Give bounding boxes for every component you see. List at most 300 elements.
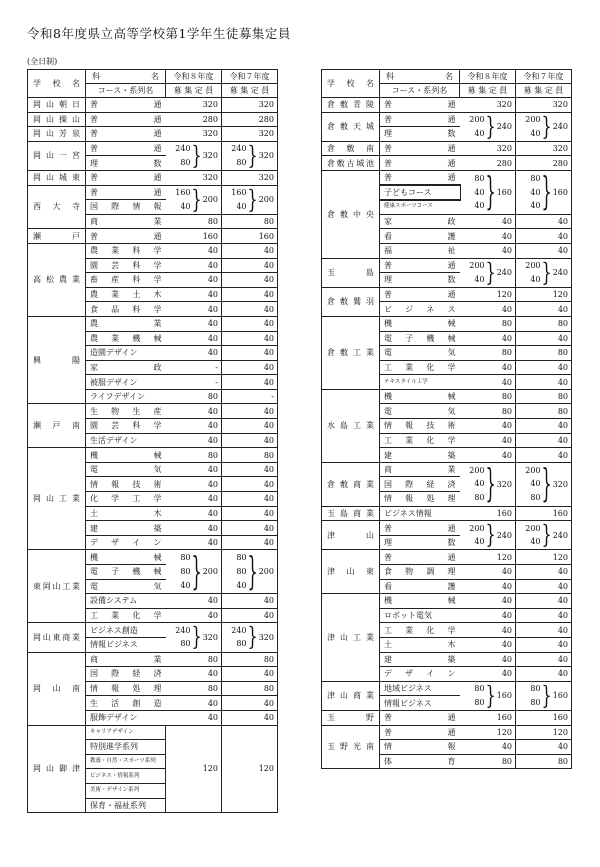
capacity-r8: 40	[460, 652, 516, 667]
school-name: 岡山御津	[28, 725, 86, 813]
brace-icon: }	[247, 185, 258, 215]
capacity-r8-group	[166, 623, 222, 652]
course-name: 機 械	[86, 550, 166, 565]
school-name: 津 山 東	[322, 550, 380, 594]
capacity-r7: 40	[222, 710, 278, 725]
page-title: 令和8年度県立高等学校第1学年生徒募集定員	[27, 26, 291, 41]
course-name: ビジネス・情報系列	[86, 769, 166, 784]
group-value: 200	[469, 465, 485, 475]
capacity-r7: 40	[222, 506, 278, 521]
table-row	[322, 710, 572, 725]
course-name: 農 業 機 械	[86, 331, 166, 346]
capacity-r8: 80	[460, 754, 516, 769]
capacity-r8: 40	[166, 710, 222, 725]
course-name: 普 通	[380, 112, 460, 127]
capacity-r8: 40	[166, 477, 222, 492]
capacity-r7: 320	[222, 127, 278, 142]
table-row	[28, 229, 278, 244]
capacity-r7: 80	[222, 681, 278, 696]
course-name: 農 業 土 木	[86, 287, 166, 302]
group-box	[516, 113, 571, 141]
capacity-r7: 120	[516, 550, 572, 565]
group-value: 80	[474, 684, 485, 694]
capacity-r7: 40	[516, 448, 572, 463]
group-values	[525, 259, 540, 286]
group-value: 40	[474, 537, 485, 547]
capacity-r8: 280	[460, 156, 516, 171]
course-name: 体 育	[380, 754, 460, 769]
group-values	[175, 624, 190, 651]
course-name: 美術・デザイン系列	[86, 783, 166, 798]
group-total: 240	[496, 530, 512, 540]
group-value: 80	[236, 157, 247, 167]
course-name: 電 気	[380, 404, 460, 419]
capacity-r8: 80	[166, 389, 222, 404]
table-row	[28, 448, 278, 463]
capacity-r7: 120	[222, 725, 278, 813]
group-box	[460, 259, 516, 287]
course-name: 電 気	[86, 462, 166, 477]
capacity-r7: 40	[516, 331, 572, 346]
group-box	[516, 682, 571, 710]
table-row	[322, 594, 572, 609]
capacity-r7: 160	[516, 710, 572, 725]
school-name: 岡山朝日	[28, 98, 86, 113]
capacity-r7-group	[222, 141, 278, 170]
capacity-r8: 40	[460, 375, 516, 390]
brace-icon: }	[485, 462, 496, 506]
group-value: 240	[231, 625, 247, 635]
capacity-r7: 40	[516, 229, 572, 244]
capacity-r7: 40	[222, 608, 278, 623]
right-capacity-table	[321, 69, 572, 769]
table-row	[322, 462, 572, 477]
brace-icon: }	[485, 681, 496, 711]
table-row	[322, 258, 572, 273]
group-values	[236, 551, 246, 592]
school-name: 興 陽	[28, 316, 86, 404]
capacity-r8: 40	[166, 667, 222, 682]
capacity-r7: 40	[516, 608, 572, 623]
capacity-r8: 80	[166, 448, 222, 463]
capacity-r7-group	[222, 185, 278, 214]
course-name: 福 祉	[380, 243, 460, 258]
group-total: 200	[258, 567, 274, 577]
table-row	[28, 623, 278, 638]
course-name: 家 政	[380, 214, 460, 229]
capacity-r7: 40	[516, 637, 572, 652]
header-subject: 科 名	[86, 70, 166, 84]
brace-icon: }	[541, 170, 552, 214]
school-name: 津山工業	[322, 594, 380, 682]
capacity-r7: 280	[516, 156, 572, 171]
capacity-r8: 40	[166, 594, 222, 609]
group-box	[166, 186, 222, 214]
capacity-r8: 40	[166, 404, 222, 419]
course-name: 地域ビジネス	[380, 681, 460, 696]
group-box	[516, 463, 571, 506]
header-capacity-r8: 募 集 定 員	[166, 84, 222, 98]
capacity-r8: 40	[460, 214, 516, 229]
group-box	[516, 521, 571, 549]
group-value: 200	[469, 115, 485, 125]
course-name: 情 報 技 術	[380, 419, 460, 434]
capacity-r8: 40	[166, 696, 222, 711]
capacity-r8: 40	[460, 608, 516, 623]
course-name: 情報ビジネス	[86, 637, 166, 652]
group-total: 240	[552, 530, 568, 540]
group-box	[516, 259, 571, 287]
course-name: 生活デザイン	[86, 433, 166, 448]
course-name: 被服デザイン	[86, 375, 166, 390]
capacity-r8: 40	[460, 740, 516, 755]
course-name: 保育・福祉系列	[86, 798, 166, 813]
group-box	[460, 521, 516, 549]
group-values	[525, 464, 540, 505]
brace-icon: }	[485, 170, 496, 214]
capacity-r7: 40	[222, 258, 278, 273]
capacity-r8: 160	[460, 710, 516, 725]
capacity-r7: 40	[222, 360, 278, 375]
capacity-r7: 40	[222, 346, 278, 361]
course-name: 普 通	[380, 156, 460, 171]
course-name: 農 業	[86, 316, 166, 331]
capacity-r7-group	[516, 462, 572, 506]
capacity-r8: 40	[460, 579, 516, 594]
group-total: 200	[202, 567, 218, 577]
group-value: 160	[231, 188, 247, 198]
left-capacity-table	[27, 69, 278, 813]
group-value: 80	[180, 157, 191, 167]
group-value: 80	[474, 173, 485, 183]
header-r8: 令和８年度	[166, 70, 222, 84]
course-name: 園 芸 科 学	[86, 258, 166, 273]
course-name: 情 報 技 術	[86, 477, 166, 492]
school-name: 西 大 寺	[28, 185, 86, 229]
capacity-r8: 320	[460, 98, 516, 113]
school-name: 岡 山 南	[28, 652, 86, 725]
group-value: 40	[530, 274, 541, 284]
table-row	[28, 550, 278, 565]
brace-icon: }	[247, 141, 258, 171]
group-value: 40	[530, 537, 541, 547]
schedule-note: (全日制)	[27, 57, 58, 66]
group-value: 200	[525, 523, 541, 533]
capacity-r8-group	[460, 681, 516, 710]
course-name: 工 業 化 学	[380, 360, 460, 375]
group-value: 40	[530, 201, 541, 211]
capacity-r8-group	[166, 141, 222, 170]
capacity-r7: 40	[516, 419, 572, 434]
course-name: 健康スポーツコース	[380, 200, 460, 215]
table-row	[322, 112, 572, 127]
brace-icon: }	[191, 549, 202, 594]
course-name: 普 通	[380, 170, 460, 185]
header-capacity-r8: 募 集 定 員	[460, 84, 516, 98]
group-values	[469, 522, 484, 549]
course-name: 理 数	[86, 156, 166, 171]
group-value: 40	[180, 201, 191, 211]
course-name: 普 通	[380, 287, 460, 302]
course-name: ライフデザイン	[86, 389, 166, 404]
course-name: 化 学 工 学	[86, 492, 166, 507]
capacity-r7: 40	[516, 302, 572, 317]
group-total: 240	[552, 268, 568, 278]
capacity-r7: 40	[222, 419, 278, 434]
school-name: 岡山東商業	[28, 623, 86, 652]
capacity-r8: 40	[460, 637, 516, 652]
capacity-r8: 40	[460, 360, 516, 375]
course-name: 普 通	[380, 141, 460, 156]
capacity-r7: 40	[222, 375, 278, 390]
group-box	[460, 171, 516, 214]
group-box	[460, 113, 516, 141]
course-name: 理 数	[380, 127, 460, 142]
group-values	[180, 551, 190, 592]
capacity-r8: 280	[166, 112, 222, 127]
group-value: 40	[530, 187, 541, 197]
capacity-r7: 40	[222, 287, 278, 302]
course-name: 普 通	[380, 98, 460, 113]
course-name: 国 際 経 済	[86, 667, 166, 682]
header-school: 学 校 名	[28, 70, 86, 98]
capacity-r8: 120	[460, 287, 516, 302]
course-name: 服飾デザイン	[86, 710, 166, 725]
capacity-r7: 40	[222, 696, 278, 711]
capacity-r8: 80	[460, 346, 516, 361]
capacity-r7: 80	[222, 214, 278, 229]
course-name: 建 築	[380, 652, 460, 667]
table-row	[322, 287, 572, 302]
capacity-r8: 40	[166, 506, 222, 521]
table-row	[322, 141, 572, 156]
capacity-r8: 40	[166, 433, 222, 448]
capacity-r7: 320	[516, 98, 572, 113]
brace-icon: }	[191, 622, 202, 652]
header-capacity-r7: 募 集 定 員	[516, 84, 572, 98]
group-value: 200	[525, 465, 541, 475]
group-total: 160	[552, 691, 568, 701]
capacity-r8: 120	[166, 725, 222, 813]
table-row	[28, 141, 278, 156]
group-value: 40	[474, 274, 485, 284]
table-row	[322, 506, 572, 521]
capacity-r7: 40	[516, 579, 572, 594]
course-name: 普 通	[86, 170, 166, 185]
capacity-r7: 80	[516, 316, 572, 331]
group-value: 200	[469, 261, 485, 271]
course-name: 普 通	[86, 112, 166, 127]
capacity-r8-group	[460, 258, 516, 287]
table-row	[322, 170, 572, 185]
group-values	[469, 259, 484, 286]
group-values	[231, 142, 246, 169]
capacity-r7: 40	[516, 740, 572, 755]
course-name: 普 通	[380, 258, 460, 273]
group-values	[474, 682, 484, 709]
capacity-r8: -	[166, 360, 222, 375]
group-box	[166, 142, 222, 170]
group-value: 80	[530, 493, 541, 503]
capacity-r7: -	[222, 389, 278, 404]
capacity-r8: 320	[166, 127, 222, 142]
group-total: 320	[496, 479, 512, 489]
group-values	[474, 172, 484, 213]
course-name: 普 通	[86, 185, 166, 200]
group-values	[175, 142, 190, 169]
header-school: 学 校 名	[322, 70, 380, 98]
capacity-r8-group	[460, 170, 516, 214]
school-name: 倉敷天城	[322, 112, 380, 141]
group-values	[469, 113, 484, 140]
capacity-r8: 80	[460, 389, 516, 404]
capacity-r7: 80	[516, 754, 572, 769]
table-row	[28, 170, 278, 185]
capacity-r8: 40	[460, 419, 516, 434]
group-box	[166, 623, 222, 651]
course-name: ビジネス創造	[86, 623, 166, 638]
school-name: 岡山芳泉	[28, 127, 86, 142]
group-value: 80	[530, 173, 541, 183]
group-value: 80	[474, 697, 485, 707]
capacity-r7: 40	[222, 492, 278, 507]
school-name: 岡山城東	[28, 170, 86, 185]
table-row	[28, 316, 278, 331]
group-box	[222, 550, 277, 593]
group-value: 40	[474, 187, 485, 197]
course-name: 情 報 処 理	[86, 681, 166, 696]
capacity-r7: 40	[516, 594, 572, 609]
capacity-r7: 40	[222, 331, 278, 346]
capacity-r8: 40	[166, 273, 222, 288]
capacity-r8: 160	[166, 229, 222, 244]
group-total: 240	[552, 122, 568, 132]
group-values	[175, 186, 190, 213]
header-course-system: コース・系列名	[380, 84, 460, 98]
school-name: 東岡山工業	[28, 550, 86, 623]
course-name: 建 築	[86, 521, 166, 536]
capacity-r8-group	[460, 462, 516, 506]
course-name: 園 芸 科 学	[86, 419, 166, 434]
school-name: 瀬 戸 南	[28, 404, 86, 448]
course-name: 畜 産 科 学	[86, 273, 166, 288]
capacity-r8: 40	[460, 331, 516, 346]
brace-icon: }	[541, 112, 552, 142]
course-name: 土 木	[380, 637, 460, 652]
course-name: 生 活 創 造	[86, 696, 166, 711]
course-name: 機 械	[380, 389, 460, 404]
group-value: 40	[530, 479, 541, 489]
capacity-r7: 40	[222, 477, 278, 492]
course-name: 建 築	[380, 448, 460, 463]
course-name: 生 物 生 産	[86, 404, 166, 419]
capacity-r7: 320	[222, 170, 278, 185]
capacity-r7: 80	[222, 652, 278, 667]
table-row	[322, 521, 572, 536]
capacity-r7: 40	[222, 521, 278, 536]
capacity-r8: 40	[166, 331, 222, 346]
capacity-r7: 40	[516, 375, 572, 390]
group-total: 320	[258, 151, 274, 161]
capacity-r7: 160	[222, 229, 278, 244]
capacity-r7: 40	[222, 433, 278, 448]
group-value: 200	[525, 115, 541, 125]
group-value: 200	[469, 523, 485, 533]
capacity-r7: 40	[516, 667, 572, 682]
group-values	[525, 522, 540, 549]
capacity-r7: 40	[222, 273, 278, 288]
capacity-r8: 160	[460, 506, 516, 521]
group-values	[530, 682, 540, 709]
capacity-r7: 120	[516, 725, 572, 740]
course-name: 機 械	[380, 316, 460, 331]
group-total: 240	[496, 122, 512, 132]
group-total: 320	[552, 479, 568, 489]
capacity-r8: 40	[166, 492, 222, 507]
course-name: 工 業 化 学	[380, 433, 460, 448]
course-name: 国 際 経 済	[380, 477, 460, 492]
table-row	[28, 98, 278, 113]
table-row	[322, 316, 572, 331]
group-value: 80	[236, 553, 247, 563]
course-name: 機 械	[380, 594, 460, 609]
group-value: 240	[175, 144, 191, 154]
group-value: 80	[180, 567, 191, 576]
capacity-r7: 40	[222, 667, 278, 682]
course-name: 電 子 機 械	[380, 331, 460, 346]
capacity-r8: 40	[166, 316, 222, 331]
header-r7: 令和７年度	[222, 70, 278, 84]
capacity-r7: 40	[516, 243, 572, 258]
capacity-r8: 40	[460, 623, 516, 638]
capacity-r8-group	[460, 521, 516, 550]
capacity-r8: 40	[166, 243, 222, 258]
group-total: 200	[202, 195, 218, 205]
group-value: 80	[530, 684, 541, 694]
course-name: 普 通	[86, 229, 166, 244]
course-name: 商 業	[86, 214, 166, 229]
group-total: 240	[496, 268, 512, 278]
course-name: 理 数	[380, 535, 460, 550]
capacity-r8: 80	[166, 681, 222, 696]
capacity-r8: 80	[166, 214, 222, 229]
brace-icon: }	[541, 681, 552, 711]
table-row	[322, 550, 572, 565]
capacity-r8: 320	[166, 170, 222, 185]
capacity-r7: 40	[516, 565, 572, 580]
school-name: 倉敷古城池	[322, 156, 380, 171]
capacity-r7: 280	[222, 112, 278, 127]
capacity-r7: 40	[516, 652, 572, 667]
course-name: 情 報	[380, 740, 460, 755]
capacity-r8: 40	[166, 419, 222, 434]
capacity-r7: 40	[222, 243, 278, 258]
brace-icon: }	[541, 258, 552, 288]
course-name: 理 数	[380, 273, 460, 288]
capacity-r8: 40	[460, 229, 516, 244]
group-value: 40	[180, 580, 191, 590]
brace-icon: }	[541, 462, 552, 506]
school-name: 倉敷青陵	[322, 98, 380, 113]
school-name: 玉 野 光 南	[322, 725, 380, 769]
header-course-system: コース・系列名	[86, 84, 166, 98]
school-name: 倉敷中央	[322, 170, 380, 258]
course-name: 情 報 処 理	[380, 492, 460, 507]
group-box	[222, 186, 277, 214]
capacity-r7: 320	[516, 141, 572, 156]
course-name: 教養・自然・スポーツ系列	[86, 754, 166, 769]
course-name: 商 業	[380, 462, 460, 477]
